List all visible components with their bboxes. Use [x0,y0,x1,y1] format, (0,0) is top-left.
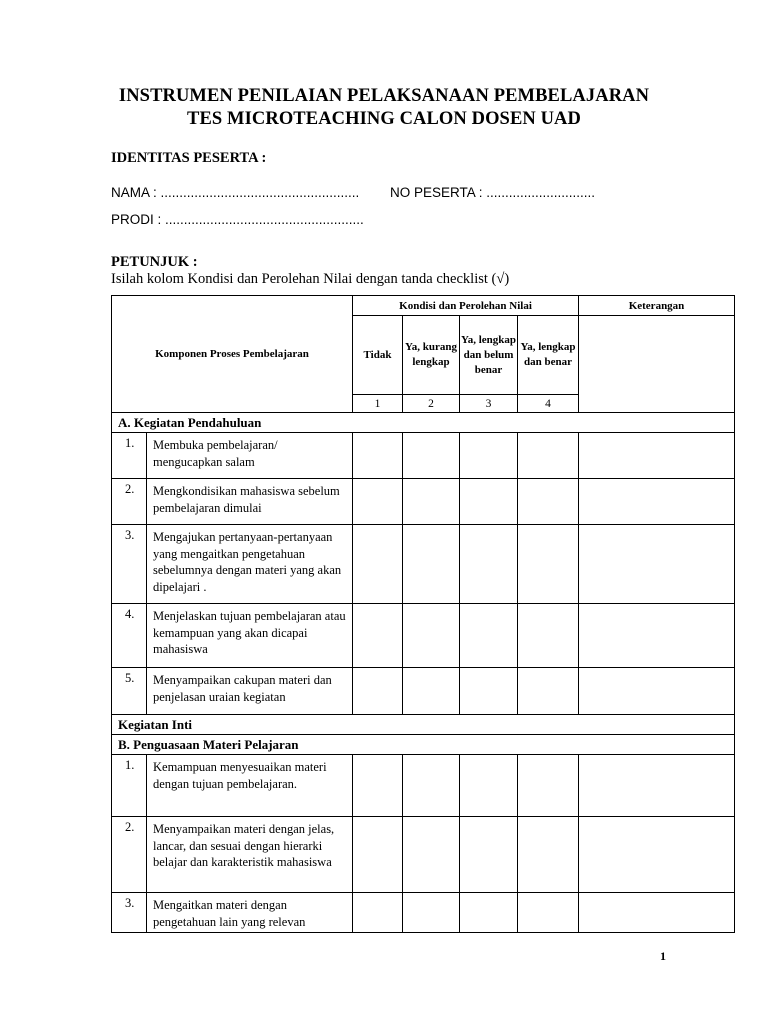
table-row [112,755,735,817]
score-header: 2 [403,395,460,413]
item-description: Mengkondisikan mahasiswa sebelum pembelajaran dimulai [147,479,353,525]
score-cell[interactable] [353,479,403,525]
score-cell[interactable] [460,479,518,525]
item-description: Kemampuan menyesuaikan materi dengan tujuan pembelajaran. [147,755,353,817]
item-number: 1. [112,433,147,479]
score-cell[interactable] [403,668,460,715]
keterangan-cell[interactable] [579,817,735,893]
score-cell[interactable] [460,817,518,893]
score-header: 3 [460,395,518,413]
score-cell[interactable] [353,668,403,715]
item-number: 1. [112,755,147,817]
item-number: 2. [112,817,147,893]
keterangan-cell[interactable] [579,433,735,479]
instructions-heading: PETUNJUK : [111,254,198,270]
section-a-heading: A. Kegiatan Pendahuluan [112,413,735,433]
keterangan-cell[interactable] [579,479,735,525]
score-cell[interactable] [518,479,579,525]
keterangan-header-blank [579,316,735,413]
header-component: Komponen Proses Pembelajaran [112,296,353,413]
score-cell[interactable] [353,817,403,893]
section-b-heading: B. Penguasaan Materi Pelajaran [112,735,735,755]
document-title: INSTRUMEN PENILAIAN PELAKSANAAN PEMBELAJARAN [118,86,650,106]
item-description: Mengaitkan materi dengan pengetahuan lain yang relevan [147,893,353,933]
nama-field: NAMA : ..................................................... [111,185,360,200]
score-cell[interactable] [460,525,518,604]
table-row [112,525,735,604]
score-cell[interactable] [518,668,579,715]
assessment-table [111,295,735,933]
keterangan-cell[interactable] [579,668,735,715]
score-cell[interactable] [460,755,518,817]
score-cell[interactable] [353,755,403,817]
prodi-field: PRODI : ..................................................... [111,212,364,227]
score-header: 4 [518,395,579,413]
no-peserta-field: NO PESERTA : ............................. [390,185,596,200]
table-row [112,817,735,893]
score-cell[interactable] [518,893,579,933]
score-cell[interactable] [403,479,460,525]
condition-header: Ya, lengkap dan belum benar [460,316,518,395]
score-cell[interactable] [403,604,460,668]
score-cell[interactable] [403,893,460,933]
section-inti-heading: Kegiatan Inti [112,715,735,735]
score-cell[interactable] [353,433,403,479]
condition-header: Tidak [353,316,403,395]
condition-header: Ya, lengkap dan benar [518,316,579,395]
score-cell[interactable] [353,604,403,668]
item-description: Mengajukan pertanyaan-pertanyaan yang mengaitkan pengetahuan sebelumnya dengan materi yang akan dipelajari . [147,525,353,604]
item-number: 2. [112,479,147,525]
keterangan-cell[interactable] [579,893,735,933]
score-cell[interactable] [518,433,579,479]
table-row [112,604,735,668]
table-row [112,668,735,715]
keterangan-cell[interactable] [579,755,735,817]
score-cell[interactable] [403,817,460,893]
item-number: 3. [112,893,147,933]
item-number: 3. [112,525,147,604]
keterangan-cell[interactable] [579,525,735,604]
score-cell[interactable] [460,433,518,479]
item-number: 4. [112,604,147,668]
score-cell[interactable] [403,525,460,604]
score-cell[interactable] [460,604,518,668]
table-row [112,479,735,525]
identity-heading: IDENTITAS PESERTA : [111,150,267,166]
score-cell[interactable] [518,525,579,604]
table-row [112,893,735,933]
header-keterangan: Keterangan [579,296,735,316]
score-cell[interactable] [518,817,579,893]
item-description: Menyampaikan materi dengan jelas, lancar, dan sesuai dengan hierarki belajar dan karakteristik mahasiswa [147,817,353,893]
instructions-text: Isilah kolom Kondisi dan Perolehan Nilai dengan tanda checklist (√) [111,271,510,287]
condition-header: Ya, kurang lengkap [403,316,460,395]
score-header: 1 [353,395,403,413]
score-cell[interactable] [403,433,460,479]
score-cell[interactable] [353,893,403,933]
score-cell[interactable] [518,604,579,668]
document-subtitle: TES MICROTEACHING CALON DOSEN UAD [187,109,581,129]
header-conditions-group: Kondisi dan Perolehan Nilai [353,296,579,316]
score-cell[interactable] [518,755,579,817]
score-cell[interactable] [403,755,460,817]
item-description: Menyampaikan cakupan materi dan penjelasan uraian kegiatan [147,668,353,715]
table-row [112,433,735,479]
keterangan-cell[interactable] [579,604,735,668]
score-cell[interactable] [460,893,518,933]
item-number: 5. [112,668,147,715]
score-cell[interactable] [353,525,403,604]
item-description: Menjelaskan tujuan pembelajaran atau kemampuan yang akan dicapai mahasiswa [147,604,353,668]
score-cell[interactable] [460,668,518,715]
item-description: Membuka pembelajaran/ mengucapkan salam [147,433,353,479]
page-number: 1 [660,949,666,963]
